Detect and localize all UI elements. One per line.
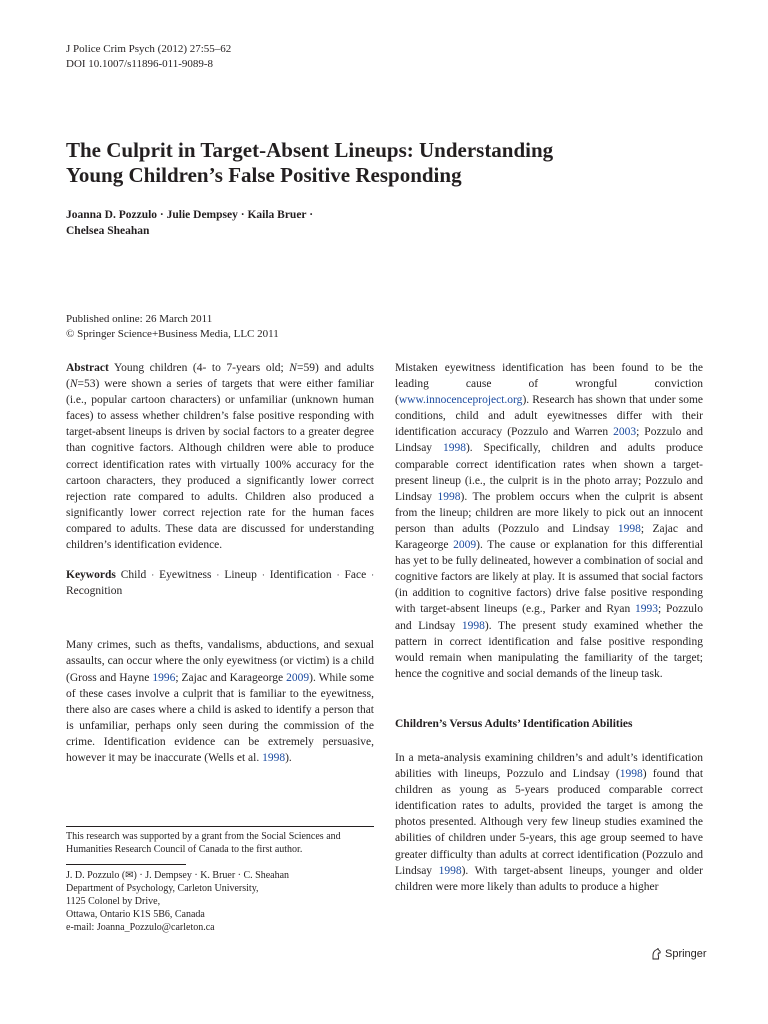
- citation-link[interactable]: 1998: [438, 864, 462, 877]
- department: Department of Psychology, Carleton University,: [66, 883, 259, 894]
- citation-link[interactable]: 2009: [286, 671, 310, 684]
- body-paragraph: In a meta-analysis examining children’s and adult’s identification abilities with lineups, Pozzulo and Lindsay (1998) found that children as young as 5-years produced comparable correct identification rates to adults, provided the target is among the photos presented. Although very few lineup studies examined the abilities of children under 5-years, this age group seemed to have greater difficulty than adults at correct identification (Pozzulo and Lindsay 1998). With target-absent lineups, younger and older children were more likely than adults to produce a higher: [395, 751, 704, 893]
- right-column: [395, 360, 703, 895]
- publication-info: [66, 312, 279, 342]
- copyright: © Springer Science+Business Media, LLC 2011: [66, 328, 279, 340]
- author-list: [66, 207, 313, 239]
- doi: DOI 10.1007/s11896-011-9089-8: [66, 58, 214, 70]
- article-title: [66, 138, 706, 188]
- citation-link[interactable]: 1998: [619, 768, 643, 781]
- email-address[interactable]: e-mail: Joanna_Pozzulo@carleton.ca: [66, 922, 215, 933]
- published-date: Published online: 26 March 2011: [66, 313, 213, 325]
- citation-link[interactable]: 1993: [634, 603, 658, 616]
- body-paragraph: Mistaken eyewitness identification has been found to be the leading cause of wrongful conviction (www.innocenceproject.org). Research has shown that under some conditions, child and adult eyewitnesses differ with their identification accuracy (Pozzulo and Warren 2003; Pozzulo and Lindsay 1998). Specifically, children and adults produce comparable correct identification rates when shown a target-present lineup (i.e., the culprit is in the photo array; Pozzulo and Lindsay 1998). The problem occurs when the culprit is absent from the lineup; children are more likely to pick out an innocent person than adults (Pozzulo and Lindsay 1998; Zajac and Karageorge 2009). The cause or explanation for this differential has yet to be fully delineated, however a combination of social and cognitive factors are likely at play. It is assumed that social factors (in addition to cognitive factors) drive false positive responding with target-absent lineups (e.g., Parker and Ryan 1993; Pozzulo and Lindsay 1998). The present study examined whether the pattern in correct identification and false positive responding would remain when manipulating the familiarity of the target; hence the cognitive and social demands of the lineup task.: [395, 362, 704, 680]
- city-address: Ottawa, Ontario K1S 5B6, Canada: [66, 909, 205, 920]
- journal-header: [66, 42, 231, 72]
- keyword: Identification: [269, 569, 332, 582]
- street-address: 1125 Colonel by Drive,: [66, 896, 161, 907]
- citation-link[interactable]: 1998: [617, 522, 641, 535]
- title-line-1: The Culprit in Target-Absent Lineups: Understanding: [66, 138, 554, 162]
- keywords: Keywords Child · Eyewitness · Lineup · Identification · Face · Recognition: [66, 569, 375, 598]
- footnote: [66, 826, 374, 934]
- keyword: Eyewitness: [159, 569, 212, 582]
- keyword: Child: [120, 569, 147, 582]
- abstract: Abstract Young children (4- to 7-years old; N=59) and adults (N=53) were shown a series of targets that were either familiar (i.e., popular cartoon characters) or unfamiliar (unknown human faces) to assess whether children’s false positive responding with target-absent lineups is driven by social factors to a greater degree than cognitive factors. Although children were able to produce correct identification rates with virtually 100% accuracy for the cartoon characters, they produced a significantly lower correct rejection rate compared to adults. Children also produced a significantly lower correct rejection rate for the human faces compared to adults. These data are discussed for understanding children’s identification evidence.: [66, 362, 375, 552]
- keyword: Face: [344, 569, 367, 582]
- intro-paragraph: Many crimes, such as thefts, vandalisms, abductions, and sexual assaults, can occur where the only eyewitness (or victim) is a child (Gross and Hayne 1996; Zajac and Karageorge 2009). While some of these cases involve a culprit that is familiar to the eyewitness, there also are cases where a child is asked to identify a person that is unfamiliar, perhaps only seen during the commission of the crime. Identification evidence can be extremely persuasive, however it may be inaccurate (Wells et al. 1998).: [66, 639, 374, 764]
- springer-wordmark: Springer: [665, 948, 707, 960]
- url-link[interactable]: www.innocenceproject.org: [398, 394, 523, 407]
- section-heading: Children’s Versus Adults’ Identification Abilities: [395, 717, 633, 730]
- citation-link[interactable]: 1998: [442, 442, 466, 455]
- authors-line-2: Chelsea Sheahan: [66, 225, 150, 237]
- citation-link[interactable]: 1996: [152, 671, 176, 684]
- authors-line-1: Joanna D. Pozzulo · Julie Dempsey · Kaila Bruer ·: [66, 209, 314, 221]
- keyword: Recognition: [66, 585, 123, 598]
- journal-citation: J Police Crim Psych (2012) 27:55–62: [66, 43, 232, 55]
- citation-link[interactable]: 2009: [453, 539, 477, 552]
- keyword: Lineup: [224, 569, 257, 582]
- abstract-label: Abstract: [66, 362, 109, 374]
- publisher-logo: [650, 948, 707, 960]
- springer-horse-icon: [650, 948, 662, 960]
- keywords-label: Keywords: [66, 569, 116, 582]
- left-column: [66, 360, 374, 766]
- funding-note: This research was supported by a grant from the Social Sciences and Humanities Research Council of Canada to the first author.: [66, 831, 341, 855]
- author-names: J. D. Pozzulo (✉) · J. Dempsey · K. Bruer · C. Sheahan: [66, 864, 186, 882]
- citation-link[interactable]: 1998: [461, 619, 485, 632]
- citation-link[interactable]: 2003: [613, 426, 637, 439]
- title-line-2: Young Children’s False Positive Responding: [66, 163, 462, 187]
- citation-link[interactable]: 1998: [262, 751, 286, 764]
- citation-link[interactable]: 1998: [437, 490, 461, 503]
